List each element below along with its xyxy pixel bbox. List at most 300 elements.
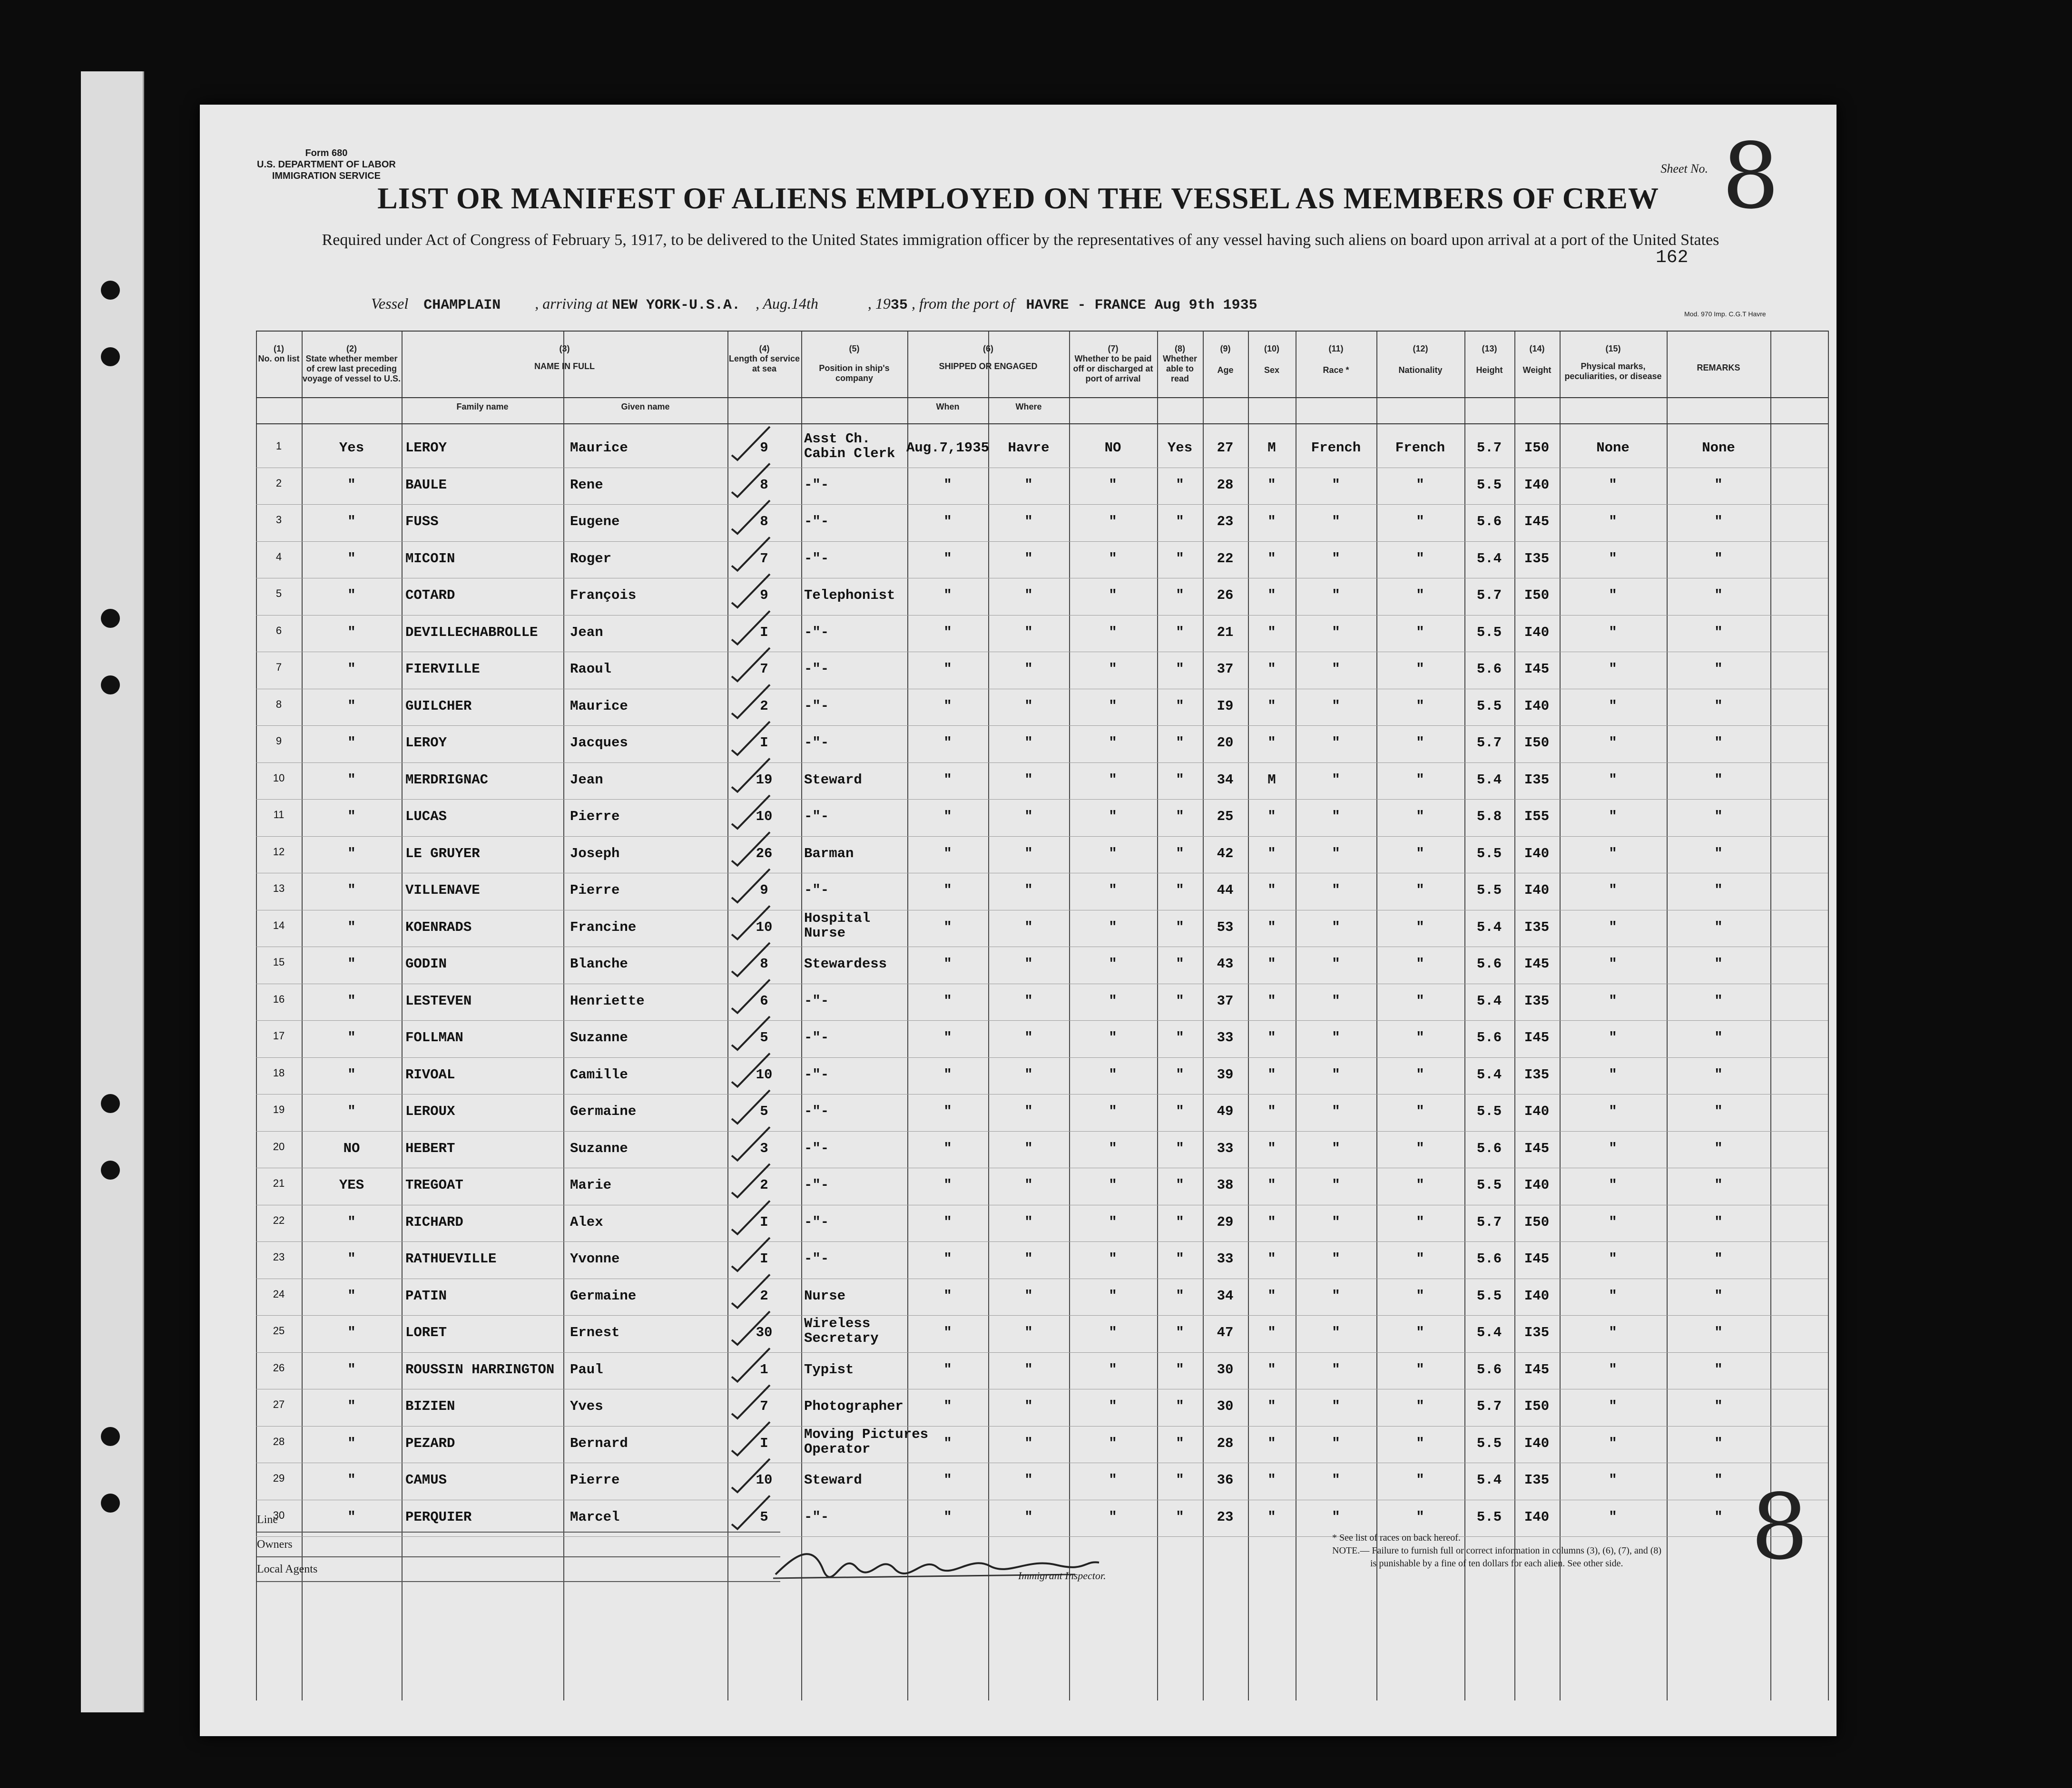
cell-age: 33 bbox=[1217, 1251, 1234, 1267]
cell-where: " bbox=[1024, 587, 1033, 603]
cell-weight: I50 bbox=[1524, 1214, 1550, 1230]
cell-where: " bbox=[1024, 1177, 1033, 1193]
cell-age: 29 bbox=[1217, 1214, 1234, 1230]
cell-paid: " bbox=[1109, 956, 1117, 972]
cell-position: -"- bbox=[804, 1509, 829, 1525]
cell-no: 16 bbox=[273, 993, 285, 1005]
check-mark bbox=[732, 537, 770, 571]
cell-read: " bbox=[1176, 882, 1184, 898]
cell-when: " bbox=[943, 1030, 952, 1045]
cell-read: " bbox=[1176, 1325, 1184, 1340]
cell-height: 5.6 bbox=[1476, 1251, 1502, 1267]
cell-sex: " bbox=[1267, 514, 1276, 529]
cell-age: 30 bbox=[1217, 1398, 1234, 1414]
cell-remarks: " bbox=[1714, 1398, 1723, 1414]
check-mark bbox=[732, 759, 770, 792]
check-mark bbox=[732, 1054, 770, 1087]
arrival-date: , Aug.14th bbox=[756, 295, 818, 312]
cell-given: Jean bbox=[570, 772, 603, 788]
cell-prev: " bbox=[347, 1251, 356, 1267]
cell-height: 5.5 bbox=[1476, 1509, 1502, 1525]
cell-weight: I45 bbox=[1524, 1251, 1550, 1267]
cell-height: 5.4 bbox=[1476, 1472, 1502, 1488]
inspector-label: Immigrant Inspector. bbox=[1018, 1570, 1106, 1582]
cell-race: French bbox=[1311, 440, 1361, 456]
cell-given: Bernard bbox=[570, 1435, 628, 1451]
cell-position: -"- bbox=[804, 882, 829, 898]
cell-race: " bbox=[1332, 1104, 1340, 1119]
cell-marks: " bbox=[1609, 1288, 1617, 1304]
cell-prev: " bbox=[347, 477, 356, 493]
cell-age: 21 bbox=[1217, 624, 1234, 640]
cell-read: " bbox=[1176, 514, 1184, 529]
check-mark bbox=[732, 1385, 770, 1418]
when-header: When bbox=[936, 402, 960, 411]
cell-family: LUCAS bbox=[405, 809, 447, 824]
cell-prev: " bbox=[347, 1398, 356, 1414]
vessel-line bbox=[371, 295, 1751, 313]
cell-race: " bbox=[1332, 1435, 1340, 1451]
cell-when: " bbox=[943, 477, 952, 493]
cell-marks: " bbox=[1609, 1066, 1617, 1083]
cell-no: 18 bbox=[273, 1066, 285, 1079]
cell-paid: " bbox=[1109, 1472, 1117, 1488]
cell-weight: I45 bbox=[1524, 1140, 1550, 1156]
remarks-header: REMARKS bbox=[1697, 363, 1740, 372]
cell-read: " bbox=[1176, 1177, 1184, 1193]
cell-height: 5.6 bbox=[1476, 1030, 1502, 1045]
cell-paid: " bbox=[1109, 1251, 1117, 1267]
cell-family: DEVILLECHABROLLE bbox=[405, 624, 538, 640]
cell-prev: " bbox=[347, 956, 356, 972]
cell-weight: I40 bbox=[1524, 1288, 1550, 1304]
cell-when: " bbox=[943, 1251, 952, 1267]
cell-paid: " bbox=[1109, 661, 1117, 677]
cell-prev: Yes bbox=[339, 440, 364, 456]
cell-nat: " bbox=[1416, 587, 1424, 603]
col6-header: (6) SHIPPED OR ENGAGED bbox=[939, 344, 1038, 371]
sheet-number: 8 bbox=[1722, 124, 1779, 229]
col5-header: (5) Position in ship's company bbox=[819, 344, 890, 383]
cell-age: 23 bbox=[1217, 514, 1234, 529]
cell-paid: " bbox=[1109, 624, 1117, 640]
check-mark bbox=[732, 1127, 770, 1161]
cell-remarks: " bbox=[1714, 624, 1723, 640]
cell-age: 34 bbox=[1217, 1288, 1234, 1304]
cell-where: " bbox=[1024, 809, 1033, 824]
check-mark bbox=[732, 500, 770, 534]
vessel-label: Vessel bbox=[371, 295, 409, 312]
col2-header: (2) State whether member of crew last preceding voyage of vessel to U.S. bbox=[302, 344, 401, 383]
cell-height: 5.6 bbox=[1476, 1361, 1502, 1378]
cell-position: -"- bbox=[804, 735, 829, 751]
cell-given: Blanche bbox=[570, 956, 628, 972]
cell-height: 5.5 bbox=[1476, 624, 1502, 640]
cell-height: 5.5 bbox=[1476, 1288, 1502, 1304]
cell-height: 5.5 bbox=[1476, 1104, 1502, 1119]
cell-given: Rene bbox=[570, 477, 603, 493]
cell-height: 5.6 bbox=[1476, 1140, 1502, 1156]
cell-nat: " bbox=[1416, 477, 1424, 493]
cell-nat: " bbox=[1416, 809, 1424, 824]
cell-remarks: " bbox=[1714, 1066, 1723, 1083]
cell-age: 43 bbox=[1217, 956, 1234, 972]
cell-race: " bbox=[1332, 1251, 1340, 1267]
departure-port: HAVRE - FRANCE Aug 9th 1935 bbox=[1026, 297, 1257, 313]
cell-family: LEROY bbox=[405, 440, 447, 456]
cell-family: FOLLMAN bbox=[405, 1030, 463, 1045]
page-subtitle: Required under Act of Congress of February 5, 1917, to be delivered to the United States immigration officer by the representatives of any vessel having such aliens on board upon arrival at a port of the United States bbox=[322, 231, 1719, 249]
cell-race: " bbox=[1332, 845, 1340, 861]
cell-position: Telephonist bbox=[804, 587, 895, 603]
form-number: Form 680 bbox=[305, 148, 348, 158]
cell-weight: I55 bbox=[1524, 809, 1550, 824]
cell-where: " bbox=[1024, 1398, 1033, 1414]
cell-where: " bbox=[1024, 956, 1033, 972]
cell-prev: " bbox=[347, 993, 356, 1009]
cell-race: " bbox=[1332, 1066, 1340, 1083]
cell-age: I9 bbox=[1217, 698, 1234, 714]
check-mark bbox=[732, 574, 770, 607]
cell-nat: " bbox=[1416, 735, 1424, 751]
cell-family: RIVOAL bbox=[405, 1066, 455, 1083]
cell-paid: " bbox=[1109, 809, 1117, 824]
cell-where: " bbox=[1024, 1030, 1033, 1045]
cell-nat: " bbox=[1416, 993, 1424, 1009]
cell-marks: " bbox=[1609, 550, 1617, 567]
cell-prev: " bbox=[347, 772, 356, 788]
cell-sex: " bbox=[1267, 1325, 1276, 1340]
cell-no: 12 bbox=[273, 845, 285, 858]
cell-family: RICHARD bbox=[405, 1214, 463, 1230]
cell-prev: " bbox=[347, 624, 356, 640]
cell-nat: " bbox=[1416, 1214, 1424, 1230]
cell-service: 6 bbox=[760, 993, 768, 1009]
cell-no: 21 bbox=[273, 1177, 285, 1189]
cell-marks: " bbox=[1609, 1398, 1617, 1414]
cell-paid: " bbox=[1109, 1140, 1117, 1156]
cell-read: " bbox=[1176, 772, 1184, 788]
cell-age: 44 bbox=[1217, 882, 1234, 898]
cell-service: 10 bbox=[756, 809, 773, 824]
cell-nat: " bbox=[1416, 1104, 1424, 1119]
cell-weight: I35 bbox=[1524, 993, 1550, 1009]
cell-nat: " bbox=[1416, 772, 1424, 788]
cell-nat: " bbox=[1416, 1435, 1424, 1451]
owners-field: Owners bbox=[257, 1533, 780, 1557]
cell-marks: " bbox=[1609, 1251, 1617, 1267]
manifest-table bbox=[256, 331, 1828, 1700]
cell-where: " bbox=[1024, 698, 1033, 714]
cell-marks: " bbox=[1609, 698, 1617, 714]
cell-family: KOENRADS bbox=[405, 919, 472, 935]
cell-race: " bbox=[1332, 956, 1340, 972]
cell-given: Camille bbox=[570, 1066, 628, 1083]
cell-service: I bbox=[760, 735, 768, 751]
cell-weight: I40 bbox=[1524, 624, 1550, 640]
cell-nat: " bbox=[1416, 1177, 1424, 1193]
cell-remarks: " bbox=[1714, 661, 1723, 677]
cell-remarks: " bbox=[1714, 845, 1723, 861]
cell-height: 5.7 bbox=[1476, 735, 1502, 751]
cell-no: 24 bbox=[273, 1288, 285, 1300]
cell-paid: " bbox=[1109, 919, 1117, 935]
cell-race: " bbox=[1332, 1177, 1340, 1193]
cell-read: " bbox=[1176, 698, 1184, 714]
cell-service: 9 bbox=[760, 440, 768, 456]
cell-no: 1 bbox=[275, 440, 282, 452]
cell-family: FUSS bbox=[405, 514, 439, 529]
cell-when: " bbox=[943, 1509, 952, 1525]
col1-header: (1) No. on list bbox=[258, 344, 300, 363]
column-rule bbox=[1828, 331, 1829, 1700]
cell-remarks: " bbox=[1714, 735, 1723, 751]
cell-remarks: " bbox=[1714, 809, 1723, 824]
cell-height: 5.7 bbox=[1476, 587, 1502, 603]
cell-weight: I45 bbox=[1524, 956, 1550, 972]
stamp-number: 162 bbox=[1656, 247, 1689, 268]
cell-given: Suzanne bbox=[570, 1140, 628, 1156]
cell-paid: " bbox=[1109, 587, 1117, 603]
cell-prev: " bbox=[347, 661, 356, 677]
cell-nat: " bbox=[1416, 882, 1424, 898]
check-mark bbox=[732, 611, 770, 645]
cell-sex: " bbox=[1267, 845, 1276, 861]
cell-where: " bbox=[1024, 919, 1033, 935]
cell-remarks: " bbox=[1714, 919, 1723, 935]
cell-read: " bbox=[1176, 919, 1184, 935]
cell-prev: " bbox=[347, 882, 356, 898]
cell-age: 34 bbox=[1217, 772, 1234, 788]
arriving-port: NEW YORK-U.S.A. bbox=[612, 297, 741, 313]
cell-race: " bbox=[1332, 1472, 1340, 1488]
cell-sex: " bbox=[1267, 1361, 1276, 1378]
cell-age: 49 bbox=[1217, 1104, 1234, 1119]
cell-weight: I35 bbox=[1524, 772, 1550, 788]
cell-family: BIZIEN bbox=[405, 1398, 455, 1414]
cell-position: Wireless Secretary bbox=[804, 1316, 879, 1346]
cell-paid: " bbox=[1109, 735, 1117, 751]
cell-remarks: None bbox=[1702, 440, 1735, 456]
cell-remarks: " bbox=[1714, 1435, 1723, 1451]
cell-sex: " bbox=[1267, 698, 1276, 714]
cell-height: 5.6 bbox=[1476, 661, 1502, 677]
cell-family: PATIN bbox=[405, 1288, 447, 1304]
cell-read: " bbox=[1176, 1509, 1184, 1525]
check-mark bbox=[732, 1016, 770, 1050]
cell-weight: I45 bbox=[1524, 1361, 1550, 1378]
cell-marks: " bbox=[1609, 919, 1617, 935]
cell-no: 4 bbox=[275, 550, 282, 563]
cell-family: LEROY bbox=[405, 735, 447, 751]
cell-family: FIERVILLE bbox=[405, 661, 480, 677]
cell-race: " bbox=[1332, 1509, 1340, 1525]
cell-family: PERQUIER bbox=[405, 1509, 472, 1525]
cell-marks: " bbox=[1609, 993, 1617, 1009]
cell-sex: " bbox=[1267, 1288, 1276, 1304]
cell-service: 8 bbox=[760, 956, 768, 972]
cell-race: " bbox=[1332, 550, 1340, 567]
cell-race: " bbox=[1332, 587, 1340, 603]
cell-service: 1 bbox=[760, 1361, 768, 1378]
cell-when: " bbox=[943, 1288, 952, 1304]
cell-where: " bbox=[1024, 1066, 1033, 1083]
cell-when: " bbox=[943, 587, 952, 603]
cell-age: 27 bbox=[1217, 440, 1234, 456]
cell-marks: " bbox=[1609, 956, 1617, 972]
department: U.S. DEPARTMENT OF LABOR bbox=[257, 159, 396, 170]
cell-race: " bbox=[1332, 661, 1340, 677]
cell-family: ROUSSIN HARRINGTON bbox=[405, 1361, 555, 1378]
cell-no: 15 bbox=[273, 956, 285, 968]
cell-weight: I35 bbox=[1524, 919, 1550, 935]
cell-read: " bbox=[1176, 661, 1184, 677]
cell-given: Roger bbox=[570, 550, 612, 567]
cell-given: Pierre bbox=[570, 1472, 620, 1488]
cell-weight: I45 bbox=[1524, 661, 1550, 677]
cell-service: 10 bbox=[756, 919, 773, 935]
cell-paid: " bbox=[1109, 698, 1117, 714]
cell-service: 7 bbox=[760, 550, 768, 567]
cell-where: " bbox=[1024, 1325, 1033, 1340]
year: 35 bbox=[890, 297, 908, 313]
cell-position: -"- bbox=[804, 661, 829, 677]
cell-height: 5.5 bbox=[1476, 845, 1502, 861]
cell-age: 23 bbox=[1217, 1509, 1234, 1525]
cell-given: Francine bbox=[570, 919, 637, 935]
cell-nat: " bbox=[1416, 1251, 1424, 1267]
cell-sex: " bbox=[1267, 1472, 1276, 1488]
check-mark bbox=[732, 795, 770, 829]
cell-remarks: " bbox=[1714, 1214, 1723, 1230]
check-mark bbox=[732, 1201, 770, 1234]
cell-weight: I40 bbox=[1524, 1104, 1550, 1119]
cell-sex: " bbox=[1267, 1251, 1276, 1267]
col13-header: (13) Height bbox=[1476, 344, 1503, 375]
cell-remarks: " bbox=[1714, 882, 1723, 898]
cell-position: -"- bbox=[804, 477, 829, 493]
check-marks bbox=[256, 331, 1828, 1700]
cell-family: RATHUEVILLE bbox=[405, 1251, 497, 1267]
cell-nat: " bbox=[1416, 1398, 1424, 1414]
punch-hole bbox=[101, 281, 120, 300]
cell-where: " bbox=[1024, 1361, 1033, 1378]
col3-header: (3) NAME IN FULL bbox=[534, 344, 595, 371]
bottom-sheet-number: 8 bbox=[1751, 1475, 1808, 1580]
cell-family: LORET bbox=[405, 1325, 447, 1340]
check-mark bbox=[732, 648, 770, 681]
cell-race: " bbox=[1332, 735, 1340, 751]
cell-weight: I50 bbox=[1524, 1398, 1550, 1414]
cell-given: Eugene bbox=[570, 514, 620, 529]
cell-sex: " bbox=[1267, 956, 1276, 972]
check-mark bbox=[732, 1348, 770, 1382]
cell-paid: " bbox=[1109, 550, 1117, 567]
cell-weight: I40 bbox=[1524, 845, 1550, 861]
cell-given: Yvonne bbox=[570, 1251, 620, 1267]
cell-sex: " bbox=[1267, 1398, 1276, 1414]
cell-remarks: " bbox=[1714, 1472, 1723, 1488]
cell-given: Joseph bbox=[570, 845, 620, 861]
cell-paid: " bbox=[1109, 882, 1117, 898]
cell-race: " bbox=[1332, 1361, 1340, 1378]
cell-service: 7 bbox=[760, 1398, 768, 1414]
cell-given: Maurice bbox=[570, 440, 628, 456]
cell-when: " bbox=[943, 1104, 952, 1119]
cell-read: " bbox=[1176, 956, 1184, 972]
cell-family: LESTEVEN bbox=[405, 993, 472, 1009]
cell-service: 5 bbox=[760, 1509, 768, 1525]
cell-family: GODIN bbox=[405, 956, 447, 972]
punch-hole bbox=[101, 1161, 120, 1180]
cell-given: Marie bbox=[570, 1177, 612, 1193]
cell-age: 36 bbox=[1217, 1472, 1234, 1488]
cell-where: " bbox=[1024, 1104, 1033, 1119]
cell-age: 47 bbox=[1217, 1325, 1234, 1340]
cell-service: 30 bbox=[756, 1325, 773, 1340]
cell-weight: I45 bbox=[1524, 1030, 1550, 1045]
check-mark bbox=[732, 427, 770, 460]
cell-paid: " bbox=[1109, 1214, 1117, 1230]
vessel-name: CHAMPLAIN bbox=[423, 297, 501, 313]
cell-weight: I50 bbox=[1524, 440, 1550, 456]
cell-paid: " bbox=[1109, 1398, 1117, 1414]
cell-position: -"- bbox=[804, 1030, 829, 1045]
cell-paid: " bbox=[1109, 845, 1117, 861]
manifest-sheet bbox=[200, 105, 1836, 1736]
cell-marks: " bbox=[1609, 1472, 1617, 1488]
cell-sex: M bbox=[1267, 772, 1276, 788]
cell-no: 25 bbox=[273, 1325, 285, 1337]
cell-where: " bbox=[1024, 661, 1033, 677]
check-mark bbox=[732, 1459, 770, 1492]
cell-position: -"- bbox=[804, 1104, 829, 1119]
cell-age: 37 bbox=[1217, 661, 1234, 677]
cell-position: -"- bbox=[804, 514, 829, 529]
cell-height: 5.4 bbox=[1476, 993, 1502, 1009]
cell-nat: " bbox=[1416, 1361, 1424, 1378]
cell-height: 5.5 bbox=[1476, 477, 1502, 493]
cell-no: 9 bbox=[275, 735, 282, 747]
cell-when: " bbox=[943, 735, 952, 751]
cell-marks: " bbox=[1609, 1104, 1617, 1119]
cell-when: " bbox=[943, 661, 952, 677]
cell-nat: " bbox=[1416, 1325, 1424, 1340]
cell-prev: " bbox=[347, 1214, 356, 1230]
cell-service: 8 bbox=[760, 477, 768, 493]
check-mark bbox=[732, 1238, 770, 1271]
cell-service: 5 bbox=[760, 1104, 768, 1119]
cell-age: 26 bbox=[1217, 587, 1234, 603]
cell-no: 26 bbox=[273, 1361, 285, 1374]
family-name-header: Family name bbox=[456, 402, 509, 411]
cell-position: -"- bbox=[804, 1251, 829, 1267]
cell-sex: " bbox=[1267, 882, 1276, 898]
cell-paid: " bbox=[1109, 1509, 1117, 1525]
check-mark bbox=[732, 980, 770, 1013]
binder-strip bbox=[81, 71, 144, 1712]
cell-race: " bbox=[1332, 882, 1340, 898]
cell-no: 8 bbox=[275, 698, 282, 710]
cell-no: 20 bbox=[273, 1140, 285, 1153]
cell-position: -"- bbox=[804, 1066, 829, 1083]
cell-prev: " bbox=[347, 1104, 356, 1119]
cell-where: " bbox=[1024, 1214, 1033, 1230]
cell-position: Barman bbox=[804, 845, 854, 861]
punch-hole bbox=[101, 1427, 120, 1446]
punch-hole bbox=[101, 347, 120, 366]
cell-position: Stewardess bbox=[804, 956, 887, 972]
